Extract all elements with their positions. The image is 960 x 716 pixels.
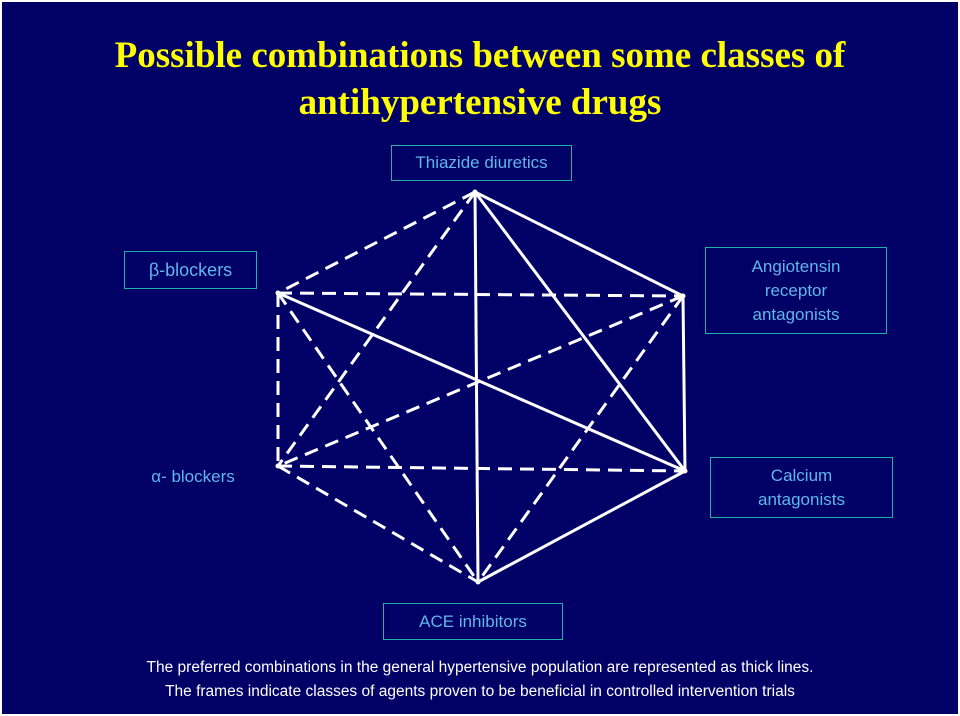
node-angiotensin-receptor-antagonists <box>705 247 887 334</box>
connection-arb-calcium-thick <box>683 296 685 471</box>
vertex-beta <box>276 291 281 296</box>
node-label: β-blockers <box>148 260 233 280</box>
connection-thiazide-ace-thick <box>475 192 478 582</box>
node-alpha-blockers <box>130 461 256 493</box>
node-calcium-antagonists <box>710 457 893 518</box>
node-ace-inhibitors <box>383 603 563 640</box>
node-label: Calcium antagonists <box>758 465 845 509</box>
connection-alpha-ace-dashed <box>278 466 478 582</box>
vertex-thiazide <box>473 190 478 195</box>
connection-lines <box>278 192 685 582</box>
title-line-1: Possible combinations between some classes of <box>114 35 846 76</box>
node-label: Angiotensin receptor antagonists <box>751 256 841 324</box>
connection-thiazide-calcium-thick <box>475 192 685 471</box>
connection-alpha-calcium-dashed <box>278 466 685 471</box>
caption <box>0 656 960 704</box>
node-label: ACE inhibitors <box>419 611 527 631</box>
vertex-calcium <box>683 469 688 474</box>
vertex-points <box>276 190 688 585</box>
vertex-arb <box>681 294 686 299</box>
connection-calcium-ace-thick <box>478 471 685 582</box>
vertex-ace <box>476 580 481 585</box>
title-line-2: antihypertensive drugs <box>298 82 662 123</box>
caption-line-2: The frames indicate classes of agents proven to be beneficial in controlled intervention trials <box>165 683 795 700</box>
connection-thiazide-arb-thick <box>475 192 683 296</box>
vertex-alpha <box>276 464 281 469</box>
caption-line-1: The preferred combinations in the general hypertensive population are represented as thick lines. <box>146 659 814 676</box>
connection-thiazide-beta-dashed <box>278 192 475 293</box>
connection-beta-arb-dashed <box>278 293 683 296</box>
node-thiazide-diuretics <box>391 145 572 181</box>
node-label: α- blockers <box>151 467 235 486</box>
node-label: Thiazide diuretics <box>415 153 548 172</box>
node-beta-blockers <box>124 251 257 289</box>
